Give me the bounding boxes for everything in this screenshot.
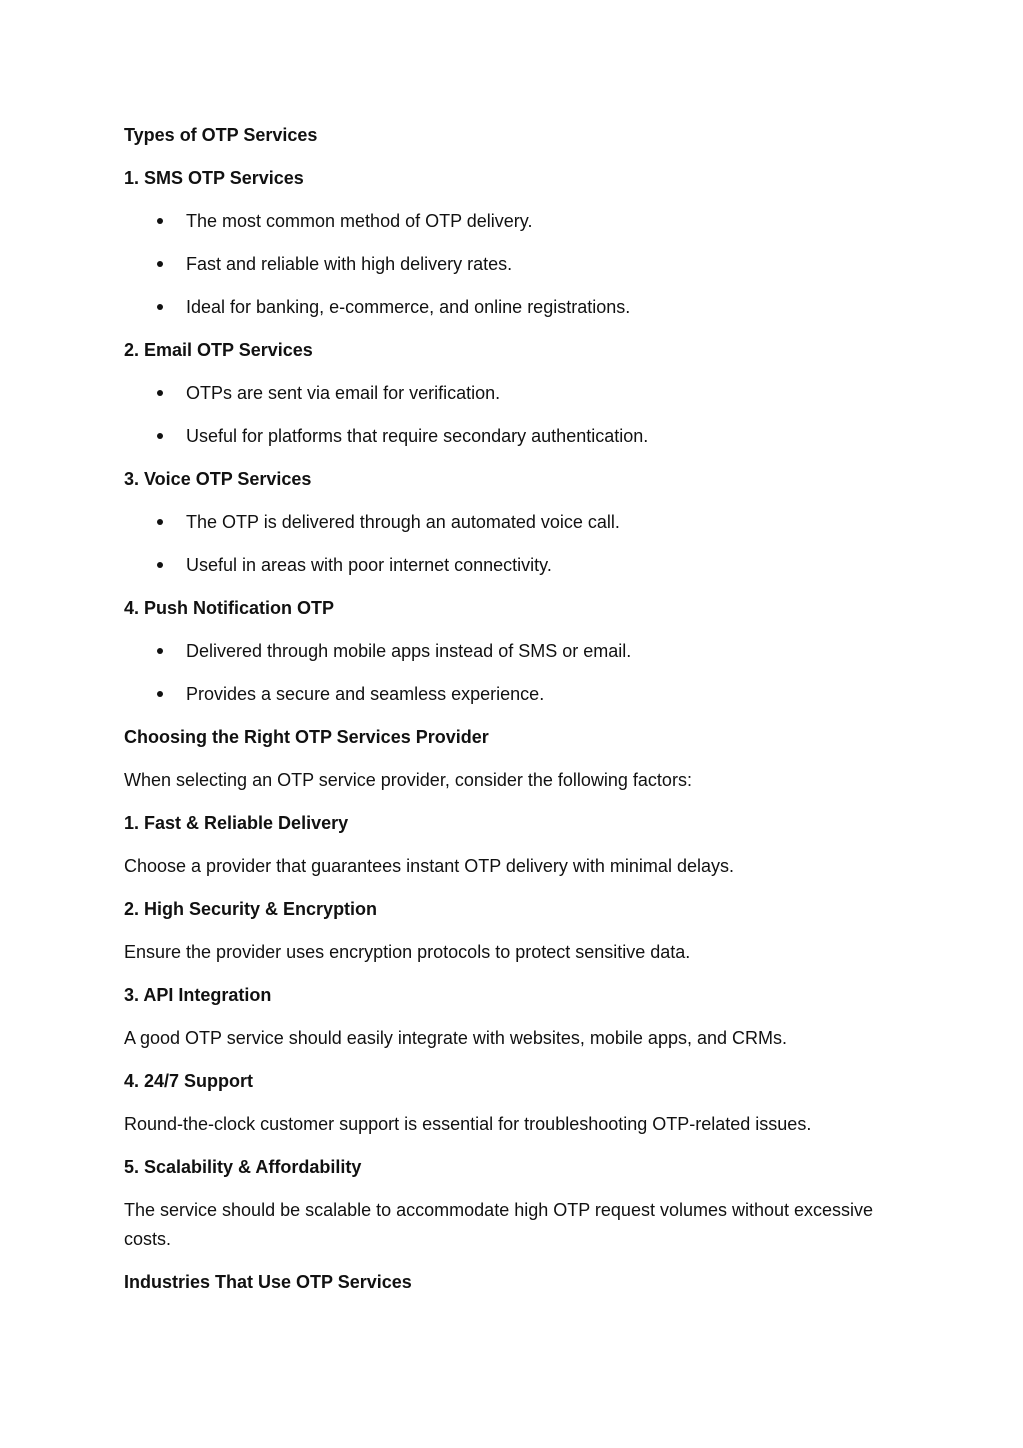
list-item-text: Delivered through mobile apps instead of SMS or email. (186, 641, 632, 661)
group-heading-voice: 3. Voice OTP Services (124, 469, 312, 489)
group-heading-email: 2. Email OTP Services (124, 340, 313, 360)
bullet-icon (157, 562, 163, 568)
bullet-icon (157, 304, 163, 310)
group-heading-sms: 1. SMS OTP Services (124, 168, 304, 188)
list-item-text: The OTP is delivered through an automated voice call. (186, 512, 620, 532)
factor-text-api: A good OTP service should easily integrate with websites, mobile apps, and CRMs. (124, 1028, 787, 1048)
document-page (124, 121, 924, 1311)
list-item (124, 422, 924, 450)
intro-paragraph: When selecting an OTP service provider, consider the following factors: (124, 770, 692, 790)
factor-text-support: Round-the-clock customer support is essential for troubleshooting OTP-related issues. (124, 1114, 812, 1134)
bullet-icon (157, 691, 163, 697)
list-item-text: The most common method of OTP delivery. (186, 211, 533, 231)
list-item-text: Fast and reliable with high delivery rates. (186, 254, 513, 274)
bullet-icon (157, 519, 163, 525)
factor-text-scalability: The service should be scalable to accommodate high OTP request volumes without excessive costs. (124, 1200, 874, 1249)
bullet-icon (157, 390, 163, 396)
factor-text-security: Ensure the provider uses encryption protocols to protect sensitive data. (124, 942, 691, 962)
bullet-list-sms (124, 207, 924, 321)
bullet-icon (157, 261, 163, 267)
list-item (124, 551, 924, 579)
bullet-icon (157, 433, 163, 439)
list-item (124, 680, 924, 708)
factor-text-delivery: Choose a provider that guarantees instant OTP delivery with minimal delays. (124, 856, 734, 876)
section-title-industries: Industries That Use OTP Services (124, 1272, 412, 1292)
factor-heading-security: 2. High Security & Encryption (124, 899, 378, 919)
bullet-icon (157, 648, 163, 654)
list-item (124, 250, 924, 278)
group-heading-push: 4. Push Notification OTP (124, 598, 335, 618)
bullet-list-voice (124, 508, 924, 579)
list-item (124, 207, 924, 235)
section-title-types: Types of OTP Services (124, 125, 318, 145)
list-item (124, 637, 924, 665)
bullet-list-email (124, 379, 924, 450)
bullet-list-push (124, 637, 924, 708)
list-item-text: Useful in areas with poor internet connectivity. (186, 555, 552, 575)
section-title-choosing: Choosing the Right OTP Services Provider (124, 727, 489, 747)
factor-heading-delivery: 1. Fast & Reliable Delivery (124, 813, 349, 833)
list-item-text: Useful for platforms that require secondary authentication. (186, 426, 649, 446)
list-item (124, 293, 924, 321)
list-item (124, 379, 924, 407)
list-item-text: Provides a secure and seamless experience. (186, 684, 545, 704)
list-item (124, 508, 924, 536)
list-item-text: OTPs are sent via email for verification. (186, 383, 501, 403)
list-item-text: Ideal for banking, e-commerce, and online registrations. (186, 297, 631, 317)
factor-heading-scalability: 5. Scalability & Affordability (124, 1157, 362, 1177)
bullet-icon (157, 218, 163, 224)
factor-heading-api: 3. API Integration (124, 985, 272, 1005)
factor-heading-support: 4. 24/7 Support (124, 1071, 254, 1091)
